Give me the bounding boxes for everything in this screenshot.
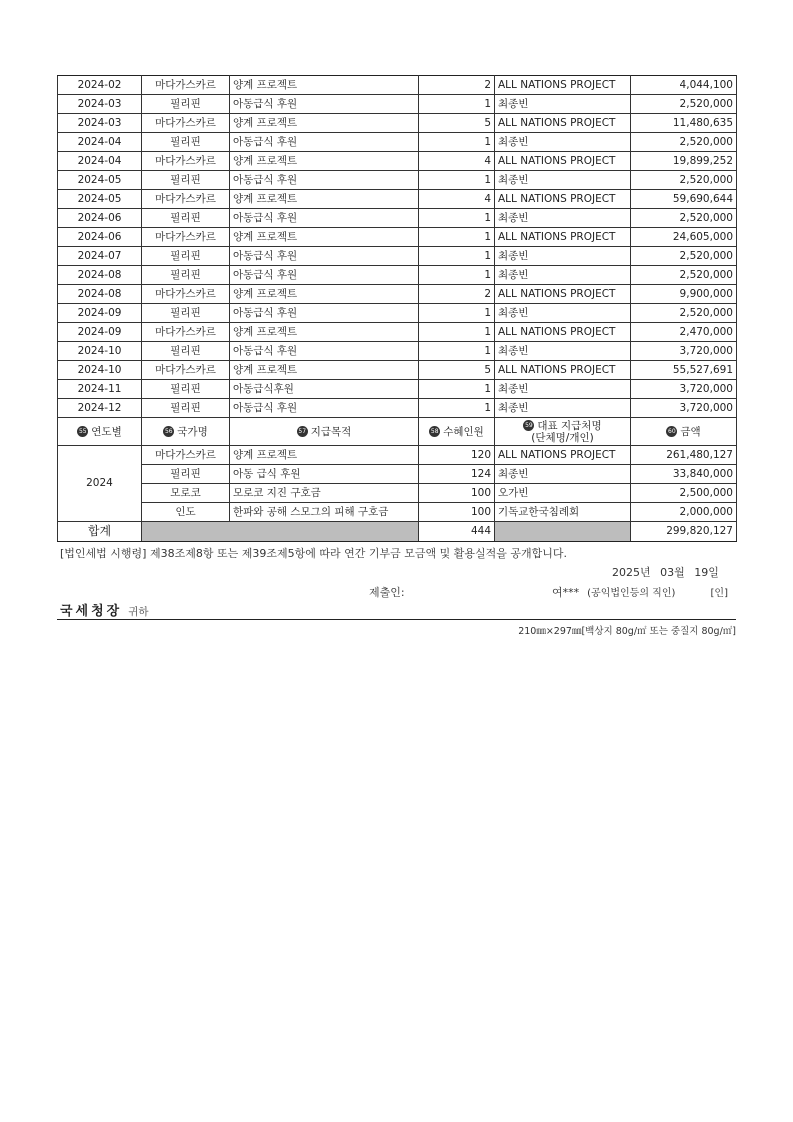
purpose-cell: 양계 프로젝트 — [230, 152, 419, 171]
legal-note: [법인세법 시행령] 제38조제8항 또는 제39조제5항에 따라 연간 기부금 모금액 및 활용실적을 공개합니다. — [60, 547, 567, 560]
country-cell: 필리핀 — [142, 133, 230, 152]
purpose-cell: 양계 프로젝트 — [230, 323, 419, 342]
table-row — [58, 342, 737, 361]
beneficiaries-cell: 1 — [419, 380, 495, 399]
period-cell: 2024-09 — [58, 323, 142, 342]
amount-cell: 2,520,000 — [631, 304, 737, 323]
table-row — [58, 114, 737, 133]
circled-number-icon: 57 — [298, 428, 307, 435]
payee-cell: 최종빈 — [495, 465, 631, 484]
purpose-cell: 아동급식 후원 — [230, 209, 419, 228]
detail-rows — [58, 76, 737, 542]
submitter-role: (공익법인등의 직인) — [587, 588, 676, 599]
table-row — [58, 95, 737, 114]
beneficiaries-cell: 124 — [419, 465, 495, 484]
table-row — [58, 323, 737, 342]
purpose-cell: 아동급식 후원 — [230, 266, 419, 285]
donation-usage-table-section — [57, 75, 736, 542]
total-shaded-cell — [495, 522, 631, 542]
payee-cell: 최종빈 — [495, 209, 631, 228]
purpose-cell: 양계 프로젝트 — [230, 114, 419, 133]
recipient-suffix: 귀하 — [128, 606, 149, 618]
beneficiaries-cell: 1 — [419, 399, 495, 418]
payee-cell: ALL NATIONS PROJECT — [495, 190, 631, 209]
beneficiaries-cell: 1 — [419, 95, 495, 114]
submitter-name: 여*** — [552, 586, 580, 599]
country-cell: 마다가스카르 — [142, 152, 230, 171]
country-cell: 필리핀 — [142, 266, 230, 285]
payee-cell: ALL NATIONS PROJECT — [495, 361, 631, 380]
period-cell: 2024-05 — [58, 190, 142, 209]
amount-cell: 55,527,691 — [631, 361, 737, 380]
amount-cell: 33,840,000 — [631, 465, 737, 484]
total-beneficiaries: 444 — [419, 522, 495, 542]
amount-cell: 2,520,000 — [631, 247, 737, 266]
summary-row — [58, 503, 737, 522]
payee-cell: ALL NATIONS PROJECT — [495, 446, 631, 465]
date-month: 03 — [660, 566, 675, 579]
summary-row — [58, 465, 737, 484]
purpose-cell: 아동급식 후원 — [230, 95, 419, 114]
amount-cell: 11,480,635 — [631, 114, 737, 133]
table-row — [58, 171, 737, 190]
period-cell: 2024-10 — [58, 361, 142, 380]
country-cell: 마다가스카르 — [142, 323, 230, 342]
purpose-cell: 양계 프로젝트 — [230, 446, 419, 465]
amount-cell: 59,690,644 — [631, 190, 737, 209]
paper-spec: 210㎜×297㎜[백상지 80g/㎡ 또는 중질지 80g/㎡] — [518, 626, 736, 637]
period-cell: 2024-12 — [58, 399, 142, 418]
circled-number-icon: 56 — [164, 428, 173, 435]
payee-cell: ALL NATIONS PROJECT — [495, 114, 631, 133]
beneficiaries-cell: 1 — [419, 304, 495, 323]
purpose-cell: 한파와 공해 스모그의 피해 구호금 — [230, 503, 419, 522]
country-cell: 마다가스카르 — [142, 190, 230, 209]
summary-row — [58, 446, 737, 465]
country-cell: 필리핀 — [142, 380, 230, 399]
purpose-cell: 아동 급식 후원 — [230, 465, 419, 484]
country-cell: 필리핀 — [142, 304, 230, 323]
payee-cell: 최종빈 — [495, 399, 631, 418]
beneficiaries-cell: 2 — [419, 76, 495, 95]
header-purpose: 57 지급목적 — [230, 418, 419, 446]
amount-cell: 4,044,100 — [631, 76, 737, 95]
country-cell: 필리핀 — [142, 342, 230, 361]
seal-mark: [인] — [710, 588, 728, 599]
period-cell: 2024-03 — [58, 114, 142, 133]
period-cell: 2024-09 — [58, 304, 142, 323]
header-year: 55 연도별 — [58, 418, 142, 446]
beneficiaries-cell: 100 — [419, 484, 495, 503]
recipient-name: 국세청장 — [60, 604, 123, 619]
amount-cell: 2,520,000 — [631, 133, 737, 152]
table-row — [58, 361, 737, 380]
purpose-cell: 아동급식 후원 — [230, 304, 419, 323]
date-year: 2025 — [612, 566, 640, 579]
header-country: 56 국가명 — [142, 418, 230, 446]
recipient — [60, 600, 149, 619]
purpose-cell: 아동급식 후원 — [230, 247, 419, 266]
purpose-cell: 모로코 지진 구호금 — [230, 484, 419, 503]
table-row — [58, 190, 737, 209]
period-cell: 2024-08 — [58, 285, 142, 304]
payee-cell: 오가빈 — [495, 484, 631, 503]
table-row — [58, 152, 737, 171]
table-row — [58, 247, 737, 266]
period-cell: 2024-07 — [58, 247, 142, 266]
beneficiaries-cell: 120 — [419, 446, 495, 465]
beneficiaries-cell: 4 — [419, 190, 495, 209]
amount-cell: 2,520,000 — [631, 95, 737, 114]
table-row — [58, 304, 737, 323]
beneficiaries-cell: 2 — [419, 285, 495, 304]
purpose-cell: 양계 프로젝트 — [230, 228, 419, 247]
beneficiaries-cell: 1 — [419, 266, 495, 285]
payee-cell: 최종빈 — [495, 380, 631, 399]
country-cell: 필리핀 — [142, 465, 230, 484]
payee-cell: 최종빈 — [495, 133, 631, 152]
country-cell: 마다가스카르 — [142, 361, 230, 380]
period-cell: 2024-06 — [58, 228, 142, 247]
summary-year-cell: 2024 — [58, 446, 142, 522]
beneficiaries-cell: 1 — [419, 209, 495, 228]
total-amount: 299,820,127 — [631, 522, 737, 542]
payee-cell: 기독교한국침례회 — [495, 503, 631, 522]
purpose-cell: 양계 프로젝트 — [230, 76, 419, 95]
period-cell: 2024-04 — [58, 133, 142, 152]
beneficiaries-cell: 1 — [419, 133, 495, 152]
beneficiaries-cell: 5 — [419, 114, 495, 133]
table-row — [58, 76, 737, 95]
payee-cell: 최종빈 — [495, 304, 631, 323]
purpose-cell: 양계 프로젝트 — [230, 285, 419, 304]
country-cell: 마다가스카르 — [142, 228, 230, 247]
header-beneficiaries: 58 수혜인원 — [419, 418, 495, 446]
period-cell: 2024-02 — [58, 76, 142, 95]
table-row — [58, 228, 737, 247]
beneficiaries-cell: 4 — [419, 152, 495, 171]
payee-cell: 최종빈 — [495, 171, 631, 190]
purpose-cell: 양계 프로젝트 — [230, 190, 419, 209]
summary-row — [58, 484, 737, 503]
circled-number-icon: 60 — [668, 428, 676, 435]
amount-cell: 2,520,000 — [631, 266, 737, 285]
total-row — [58, 522, 737, 542]
purpose-cell: 아동급식 후원 — [230, 133, 419, 152]
submission-date: 2025년 03월 19일 — [612, 566, 719, 579]
purpose-cell: 아동급식 후원 — [230, 342, 419, 361]
payee-cell: ALL NATIONS PROJECT — [495, 323, 631, 342]
amount-cell: 3,720,000 — [631, 342, 737, 361]
amount-cell: 3,720,000 — [631, 380, 737, 399]
amount-cell: 2,520,000 — [631, 209, 737, 228]
amount-cell: 261,480,127 — [631, 446, 737, 465]
table-row — [58, 285, 737, 304]
country-cell: 필리핀 — [142, 95, 230, 114]
period-cell: 2024-06 — [58, 209, 142, 228]
beneficiaries-cell: 1 — [419, 171, 495, 190]
total-shaded-cell — [142, 522, 419, 542]
summary-header-row — [58, 418, 737, 446]
period-cell: 2024-04 — [58, 152, 142, 171]
amount-cell: 2,500,000 — [631, 484, 737, 503]
amount-cell: 24,605,000 — [631, 228, 737, 247]
total-label: 합계 — [58, 522, 142, 542]
beneficiaries-cell: 1 — [419, 228, 495, 247]
country-cell: 필리핀 — [142, 247, 230, 266]
table-row — [58, 209, 737, 228]
country-cell: 마다가스카르 — [142, 114, 230, 133]
payee-cell: ALL NATIONS PROJECT — [495, 76, 631, 95]
country-cell: 마다가스카르 — [142, 76, 230, 95]
purpose-cell: 아동급식 후원 — [230, 171, 419, 190]
amount-cell: 19,899,252 — [631, 152, 737, 171]
amount-cell: 2,520,000 — [631, 171, 737, 190]
period-cell: 2024-10 — [58, 342, 142, 361]
table-row — [58, 266, 737, 285]
payee-cell: 최종빈 — [495, 247, 631, 266]
country-cell: 마다가스카르 — [142, 446, 230, 465]
beneficiaries-cell: 1 — [419, 247, 495, 266]
payee-cell: 최종빈 — [495, 95, 631, 114]
period-cell: 2024-05 — [58, 171, 142, 190]
payee-cell: ALL NATIONS PROJECT — [495, 228, 631, 247]
period-cell: 2024-08 — [58, 266, 142, 285]
country-cell: 마다가스카르 — [142, 285, 230, 304]
header-amount: 60 금액 — [631, 418, 737, 446]
payee-cell: 최종빈 — [495, 342, 631, 361]
purpose-cell: 양계 프로젝트 — [230, 361, 419, 380]
beneficiaries-cell: 5 — [419, 361, 495, 380]
purpose-cell: 아동급식후원 — [230, 380, 419, 399]
period-cell: 2024-11 — [58, 380, 142, 399]
beneficiaries-cell: 1 — [419, 342, 495, 361]
circled-number-icon: 55 — [78, 428, 87, 435]
table-row — [58, 399, 737, 418]
country-cell: 필리핀 — [142, 399, 230, 418]
submitter-label: 제출인: — [369, 586, 405, 599]
beneficiaries-cell: 1 — [419, 323, 495, 342]
amount-cell: 2,000,000 — [631, 503, 737, 522]
country-cell: 인도 — [142, 503, 230, 522]
amount-cell: 2,470,000 — [631, 323, 737, 342]
beneficiaries-cell: 100 — [419, 503, 495, 522]
country-cell: 필리핀 — [142, 209, 230, 228]
country-cell: 모로코 — [142, 484, 230, 503]
table-row — [58, 133, 737, 152]
footer-divider — [57, 619, 736, 620]
payee-cell: ALL NATIONS PROJECT — [495, 152, 631, 171]
amount-cell: 9,900,000 — [631, 285, 737, 304]
table-row — [58, 380, 737, 399]
period-cell: 2024-03 — [58, 95, 142, 114]
purpose-cell: 아동급식 후원 — [230, 399, 419, 418]
country-cell: 필리핀 — [142, 171, 230, 190]
payee-cell: ALL NATIONS PROJECT — [495, 285, 631, 304]
circled-number-icon: 59 — [525, 422, 533, 429]
circled-number-icon: 58 — [430, 428, 439, 435]
date-day: 19 — [694, 566, 709, 579]
header-payee: 59 대표 지급처명 (단체명/개인) — [495, 418, 631, 446]
amount-cell: 3,720,000 — [631, 399, 737, 418]
payee-cell: 최종빈 — [495, 266, 631, 285]
donation-usage-table — [57, 75, 737, 542]
